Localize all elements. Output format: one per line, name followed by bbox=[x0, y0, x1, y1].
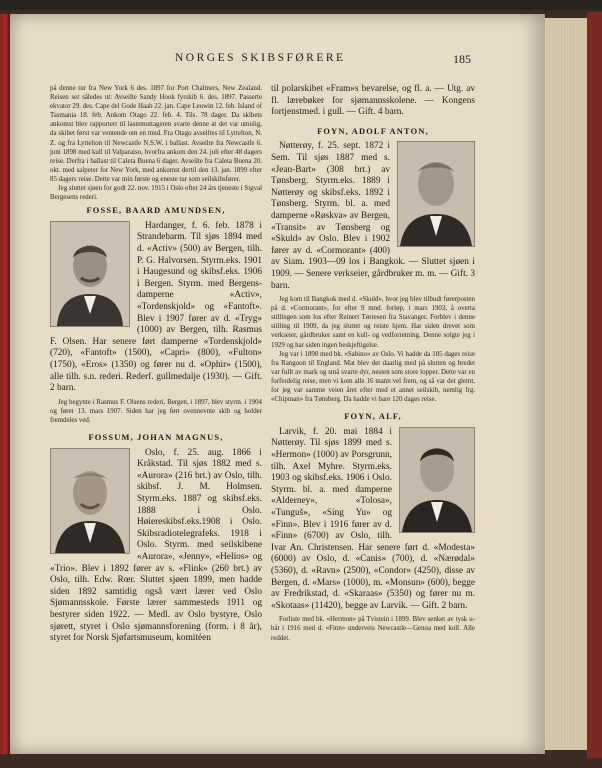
continued-note: på denne tur fra New York 6 des. 1897 for Port Chalmers, New Zealand. Reisen ser således ut: Avseilte Sandy Hook fyrskib 6. des. 1897. Passerte ekvator 29. des. Cape del Gode Haab 22. jan. Cape Leuwin 12. feb. Island of Tasmania 18. feb. Ankom Otago 22. feb. 4. Tils. 78 dager. Da skibets ankomst blev rapportert til lastemottageren svarte denne at det var umulig, da skibet først var ventende om en mnd. Fra Otago avseiltes til Lyttelton, N. Z. og fra Lyttelton til Newcastle N.S.W. i ballast. Avseilte fra Newcastle 6. juni 1898 med kull til Valparaiso, hvorfra ankom den 24. juli efter 48 dagers reise. Derfra i ballast til Caleta Buena 6 dager. Avseilte fra Caleta Buena 20. okt. med salpeter for New York, med ankomst dertil den 13. jan. 1899 efter 85 dagers reise. Dette var min første og eneste tur som seilskibsfører. bbox=[50, 85, 263, 183]
page-number: 185 bbox=[453, 52, 471, 66]
left-cover-edge bbox=[0, 14, 10, 754]
entry-note: Jeg begynte i Rasmus F. Olsens rederi, Bergen, i 1897, blev styrm. i 1904 og fører 13. mars 1907. Siden har jeg ført ovennevnte skib og holder fremdeles ved. bbox=[50, 398, 262, 424]
continued-text: til polarskibet «Fram»s bevarelse, og fl. a. — Utg. av fl. lærebøker for sjømannsskolene. — Kongens fortjenstmed. i gull. — Gift. 4 barn. bbox=[271, 84, 475, 118]
right-cover-edge bbox=[587, 12, 602, 758]
entry-title: FOYN, ALF, bbox=[344, 412, 402, 422]
portrait-photo bbox=[399, 427, 475, 533]
right-column bbox=[271, 84, 475, 643]
entry-body: Nøtterøy, f. 25. sept. 1872 i Sem. Til sjøs 1887 med s. «Jean-Bart» (308 brt.) av Tønsberg. Styrm.eks. 1889 i Nøtterøy og skibsf.eks. 1892 i Tønsberg. Styrm. bl. a. med damperne «Røskva» av Bergen, «Transit» av Tønsberg og «Skuld» av Oslo. Blev i 1902 fører av d. «Cormorant» (400) av Siam. 1903—09 los i Bangkok. — Sluttet sjøen i 1909. — Senere verkseier, gårdbruker m. m. — Gift. 3 barn. bbox=[271, 141, 475, 291]
page-edges bbox=[545, 18, 589, 750]
portrait-photo bbox=[397, 141, 475, 247]
entry-note: Forliste med bk. «Hermon» på Tvistein i 1899. Blev senket av tysk u-båt i 1916 med d. «Finn» underveis Newcastle—Genoa med kull. Alle reddet. bbox=[271, 616, 475, 642]
running-head: NORGES SKIBSFØRERE bbox=[175, 52, 346, 64]
portrait-icon bbox=[398, 142, 474, 246]
portrait-icon bbox=[400, 428, 474, 532]
portrait-icon bbox=[51, 449, 129, 553]
portrait-photo bbox=[50, 448, 130, 554]
portrait-photo bbox=[50, 221, 130, 327]
entry-body: Hardanger, f. 6. feb. 1878 i Strandebarm. Til sjøs 1894 med d. «Activ» (500) av Bergen, tilh. P. G. Halvorsen. Styrm.eks. 1901 i Haugesund og skibsf.eks. 1906 i Bergen. Styrm. med Bergens-damperne «Activ», «Tordenskjold» og «Fantoft». Blev i 1907 fører av d. «Tryg» (1000) av Bergen, tilh. Rasmus F. Olsen. Har senere ført damperne «Tordenskjold» (720), «Fantoft» (1500), «Capri» (800), «Fulton» (1750), «Eros» (1350) og fører nu d. «Ophir» (1500), alle tilh. s.n. rederi. Rederf. gullmedalje (1930). — Gift. 2 barn. bbox=[50, 220, 262, 394]
continued-note-2: Jeg sluttet sjøen for godt 22. nov. 1915 i Oslo efter 24 års tjeneste i Sigval Bergesens rederi. bbox=[50, 185, 262, 202]
page-header bbox=[10, 40, 545, 66]
entry-note-2: Jeg var i 1890 med bk. «Sabino» av Oslo. Vi hadde da 185 dages reise fra Rangoon til England. Mat blev det daarlig med på slutten og bredet var fullt av mark og små svarte dyr, nesten som store lopper. Dette var en forferdelig reise, men vi kom alle 16 mann vel frem, og så var det glemt, for jeg var samme veien året efter med et annet seilskib, nemlig frg. «Chipman» fra Tønsberg. Da hadde vi bare 120 dages reise. bbox=[271, 350, 475, 404]
portrait-icon bbox=[51, 222, 129, 326]
entry-body: Oslo, f. 25. aug. 1866 i Kråkstad. Til sjøs 1882 med s. «Aurora» (216 brt.) av Oslo, tilh. skibsf. J. M. Holmsen. Styrm.eks. 1887 og skibsf.eks. 1888 i Oslo. Høiereskibsf.eks.1908 i Oslo. Skibsradiotelegrafeks. 1918 i Oslo. Styrm. med seilskibene «Aurora», «Jenny», «Helios» og «Trio». Blev i 1892 fører av s. «Flink» (260 brt.) av Oslo, tilh. Edw. Rœr. Sluttet sjøen 1899, men hadde siden 1892 samtidig også vært lærer ved Oslo Sjømannsskole. Første lærer sammesteds 1911 og bestyrer siden 1922. — Medl. av Oslo bystyre, Oslo sjørett, styret i Oslo sjømannsforening (form. i 8 år), styret for Norsk Sjøfartsmuseum, komitéen bbox=[50, 447, 262, 644]
entry-title: FOYN, ADOLF ANTON, bbox=[317, 126, 429, 136]
entry-body: Larvik, f. 20. mai 1884 i Nøtterøy. Til sjøs 1899 med s. «Hermon» (1000) av Porsgrunn, tilh. Axel Myhre. Styrm.eks. 1903 og skibsf.eks. 1906 i Oslo. Styrm. bl. a. med damperne «Alderney», «Tolosa», «Tunguš», «Sing Yu» og «Finn». Blev i 1916 fører av d. «Finn» (6700) av Oslo, tilh. Ivar An. Christensen. Har senere ført d. «Modesta» (6000) av Oslo, d. «Canis» (700), d. «Nærødal» (5360), d. «Ravn» (2500), «Condor» (4250), disse av Bergen, d. «Mars» (1000), m. «Monsun» (600), begge av Fredrikstad, d. «Skaraas» (5350) og fører nu m. «Skotaas» (11420), begge av Larvik. — Gift. 2 barn. bbox=[271, 426, 475, 611]
entry-title: FOSSE, BAARD AMUNDSEN, bbox=[86, 206, 226, 216]
entry-title: FOSSUM, JOHAN MAGNUS, bbox=[88, 433, 224, 442]
entry-note: Jeg kom til Bangkok med d. «Skuld», hvor jeg blev tilbudt førerposten på d. «Cormorant», for efter 9 mnd. forløp, i mars 1903, å overta stillingen som los efter Reinert Tørresen fra Stavanger. Forblev i denne stilling til 1909, da jeg sluttet og reiste hjem. Har siden drevet som verkseier, gårdbruker samt en kull- og vedforretning. Denne solgte jeg i 1929 og har siden ingen beskjeftigelse. bbox=[271, 296, 475, 349]
left-column bbox=[50, 84, 262, 645]
